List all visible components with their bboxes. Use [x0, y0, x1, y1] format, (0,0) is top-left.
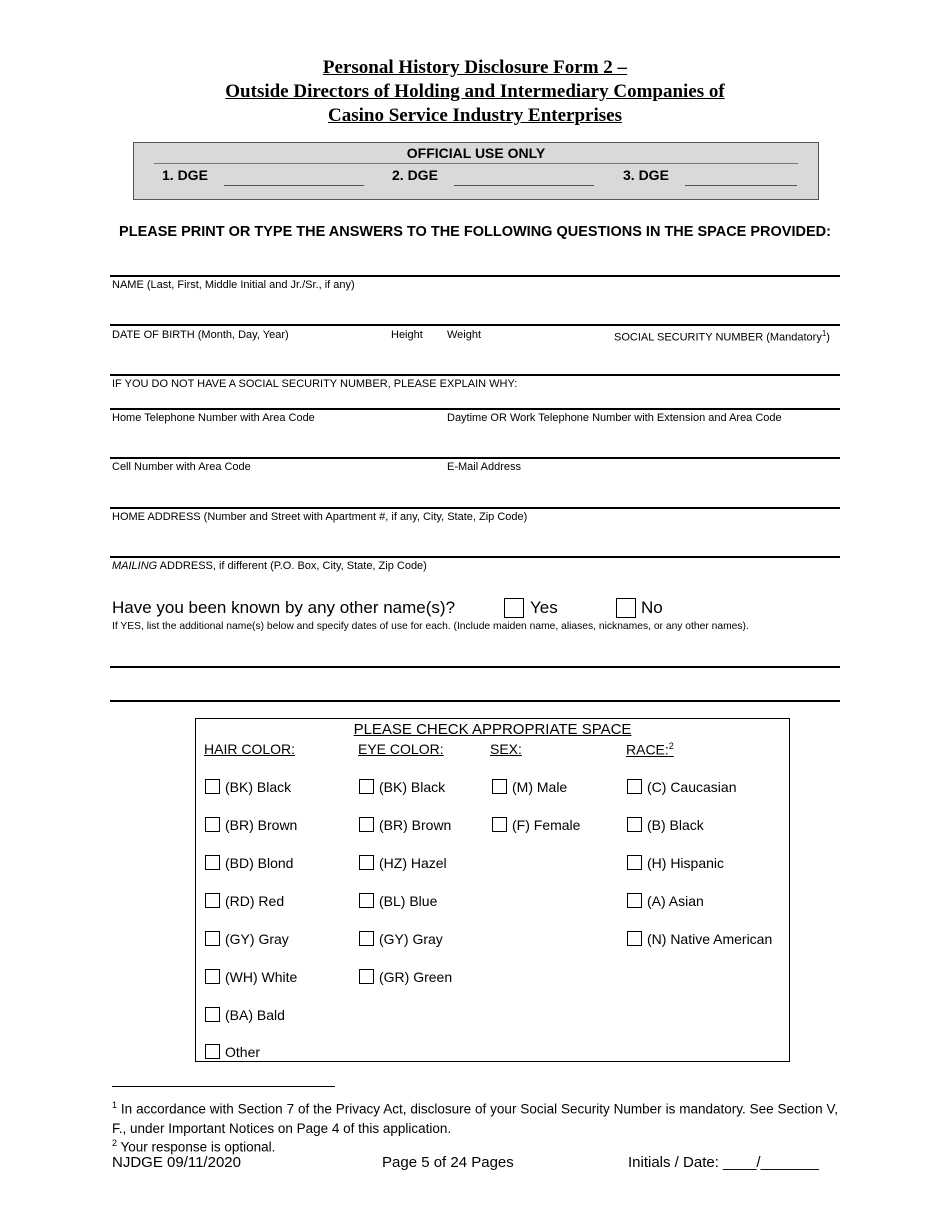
name-field[interactable]: [110, 293, 840, 323]
email-label: E-Mail Address: [447, 461, 521, 473]
other-names-instruction: If YES, list the additional name(s) below and specify dates of use for each. (Include maiden name, aliases, nicknames, or any other names).: [112, 621, 749, 632]
hair-option[interactable]: [205, 779, 291, 796]
race-checkbox[interactable]: [627, 779, 642, 794]
footnote-2-text: Your response is optional.: [117, 1139, 276, 1155]
hair-option[interactable]: [205, 931, 289, 948]
footnote-divider: [112, 1086, 335, 1087]
other-names-no-label: No: [641, 598, 663, 617]
eye-option[interactable]: [359, 855, 447, 872]
dge-3-label: 3. DGE: [623, 167, 669, 183]
race-option[interactable]: [627, 855, 724, 872]
hair-option[interactable]: [205, 817, 297, 834]
eye-option-label: (BL) Blue: [379, 893, 438, 909]
eye-checkbox[interactable]: [359, 855, 374, 870]
check-section-heading: PLEASE CHECK APPROPRIATE SPACE: [353, 721, 632, 738]
instructions: PLEASE PRINT OR TYPE THE ANSWERS TO THE FOLLOWING QUESTIONS IN THE SPACE PROVIDED:: [119, 224, 831, 240]
dge-1-field[interactable]: [224, 185, 364, 186]
dge-1-label: 1. DGE: [162, 167, 208, 183]
hair-option-label: (BR) Brown: [225, 817, 298, 833]
sex-checkbox[interactable]: [492, 817, 507, 832]
race-option-label: (H) Hispanic: [647, 855, 725, 871]
ssn-label-close: ): [826, 331, 830, 344]
ssn-label-text: SOCIAL SECURITY NUMBER (Mandatory: [614, 331, 822, 344]
official-use-heading: OFFICIAL USE ONLY: [406, 145, 546, 161]
rule-dob: [110, 324, 840, 326]
race-option[interactable]: [627, 779, 736, 796]
eye-option[interactable]: [359, 779, 445, 796]
dob-label: DATE OF BIRTH (Month, Day, Year): [112, 329, 289, 341]
work-phone-label: Daytime OR Work Telephone Number with Extension and Area Code: [447, 412, 782, 424]
hair-option-label: (GY) Gray: [225, 931, 289, 947]
race-heading-text: RACE:: [626, 741, 669, 758]
rule-no-ssn: [110, 374, 840, 376]
race-option-label: (A) Asian: [647, 893, 704, 909]
race-option[interactable]: [627, 817, 704, 834]
footnote-2-marker: 2: [112, 1138, 118, 1148]
eye-checkbox[interactable]: [359, 779, 374, 794]
race-checkbox[interactable]: [627, 893, 642, 908]
rule-phone: [110, 408, 840, 410]
eye-checkbox[interactable]: [359, 893, 374, 908]
form-title-line-3: Casino Service Industry Enterprises: [328, 105, 622, 126]
initials-date-field[interactable]: Initials / Date: ____/_______: [628, 1154, 819, 1171]
hair-option-label: Other: [225, 1044, 261, 1060]
dge-2-field[interactable]: [454, 185, 594, 186]
race-checkbox[interactable]: [627, 817, 642, 832]
hair-option-label: (BA) Bald: [225, 1007, 285, 1023]
mailing-rest: ADDRESS, if different (P.O. Box, City, State, Zip Code): [157, 560, 427, 572]
home-phone-label: Home Telephone Number with Area Code: [112, 412, 315, 424]
other-names-yes-label: Yes: [530, 598, 558, 617]
race-option-label: (B) Black: [647, 817, 704, 833]
eye-checkbox[interactable]: [359, 969, 374, 984]
race-option-label: (C) Caucasian: [647, 779, 737, 795]
hair-option[interactable]: [205, 855, 293, 872]
eye-option[interactable]: [359, 817, 451, 834]
sex-option-label: (F) Female: [512, 817, 581, 833]
rule-name: [110, 275, 840, 277]
mailing-address-label: [112, 560, 427, 572]
hair-option-label: (BD) Blond: [225, 855, 294, 871]
eye-option[interactable]: [359, 893, 437, 910]
cell-label: Cell Number with Area Code: [112, 461, 251, 473]
hair-option[interactable]: [205, 893, 284, 910]
other-names-field-1[interactable]: [110, 634, 840, 666]
hair-checkbox[interactable]: [205, 893, 220, 908]
ssn-label: [614, 329, 830, 344]
footnote-1: [112, 1096, 838, 1138]
dge-3-field[interactable]: [685, 185, 797, 186]
race-footnote-ref: 2: [668, 741, 674, 751]
hair-checkbox[interactable]: [205, 1007, 220, 1022]
hair-checkbox[interactable]: [205, 1044, 220, 1059]
eye-checkbox[interactable]: [359, 931, 374, 946]
official-use-box: [133, 142, 819, 200]
weight-label: Weight: [447, 329, 482, 341]
hair-option-label: (RD) Red: [225, 893, 285, 909]
footnote-1-text: In accordance with Section 7 of the Privacy Act, disclosure of your Social Security Number is mandatory. See Section V, F., under Important Notices on Page 4 of this application.: [112, 1101, 838, 1136]
eye-option[interactable]: [359, 969, 452, 986]
form-title-line-2: Outside Directors of Holding and Intermediary Companies of: [225, 81, 725, 102]
height-label: Height: [391, 329, 423, 341]
dge-2-label: 2. DGE: [392, 167, 438, 183]
name-label: NAME (Last, First, Middle Initial and Jr./Sr., if any): [112, 279, 355, 291]
form-title-line-1: Personal History Disclosure Form 2 –: [322, 57, 628, 78]
page-number: Page 5 of 24 Pages: [382, 1154, 514, 1171]
other-names-question: Have you been known by any other name(s)?: [112, 598, 456, 617]
sex-option[interactable]: [492, 817, 580, 834]
rule-home-address: [110, 507, 840, 509]
form-id: NJDGE 09/11/2020: [112, 1154, 241, 1171]
dob-ssn-field[interactable]: [110, 343, 840, 373]
eye-color-heading: EYE COLOR:: [358, 741, 444, 757]
eye-option-label: (GR) Green: [379, 969, 453, 985]
sex-option[interactable]: [492, 779, 567, 796]
hair-checkbox[interactable]: [205, 969, 220, 984]
hair-checkbox[interactable]: [205, 855, 220, 870]
hair-option[interactable]: [205, 969, 297, 986]
other-names-no-checkbox[interactable]: [616, 598, 636, 618]
official-use-divider: [154, 163, 798, 164]
no-ssn-label: IF YOU DO NOT HAVE A SOCIAL SECURITY NUMBER, PLEASE EXPLAIN WHY:: [112, 378, 518, 390]
hair-checkbox[interactable]: [205, 931, 220, 946]
mailing-italic: MAILING: [112, 560, 158, 572]
sex-heading: SEX:: [490, 741, 522, 757]
rule-mailing-address: [110, 556, 840, 558]
other-names-yes-checkbox[interactable]: [504, 598, 524, 618]
race-checkbox[interactable]: [627, 855, 642, 870]
rule-cell: [110, 457, 840, 459]
other-names-field-2[interactable]: [110, 668, 840, 700]
hair-option[interactable]: [205, 1044, 260, 1061]
ssn-footnote-ref: 1: [821, 329, 827, 338]
home-address-label: HOME ADDRESS (Number and Street with Apartment #, if any, City, State, Zip Code): [112, 511, 528, 523]
race-option[interactable]: [627, 931, 772, 948]
sex-checkbox[interactable]: [492, 779, 507, 794]
hair-checkbox[interactable]: [205, 779, 220, 794]
hair-option[interactable]: [205, 1007, 285, 1024]
hair-color-heading: HAIR COLOR:: [204, 741, 296, 757]
race-heading: [626, 741, 674, 758]
race-option-label: (N) Native American: [647, 931, 773, 947]
eye-checkbox[interactable]: [359, 817, 374, 832]
race-checkbox[interactable]: [627, 931, 642, 946]
race-option[interactable]: [627, 893, 704, 910]
footnote-1-marker: 1: [112, 1100, 118, 1110]
eye-option[interactable]: [359, 931, 443, 948]
eye-option-label: (GY) Gray: [379, 931, 443, 947]
hair-checkbox[interactable]: [205, 817, 220, 832]
hair-option-label: (WH) White: [225, 969, 298, 985]
eye-option-label: (HZ) Hazel: [379, 855, 447, 871]
eye-option-label: (BK) Black: [379, 779, 446, 795]
eye-option-label: (BR) Brown: [379, 817, 452, 833]
hair-option-label: (BK) Black: [225, 779, 292, 795]
rule-other-names-2: [110, 700, 840, 702]
sex-option-label: (M) Male: [512, 779, 568, 795]
physical-description-box: [195, 718, 790, 1062]
